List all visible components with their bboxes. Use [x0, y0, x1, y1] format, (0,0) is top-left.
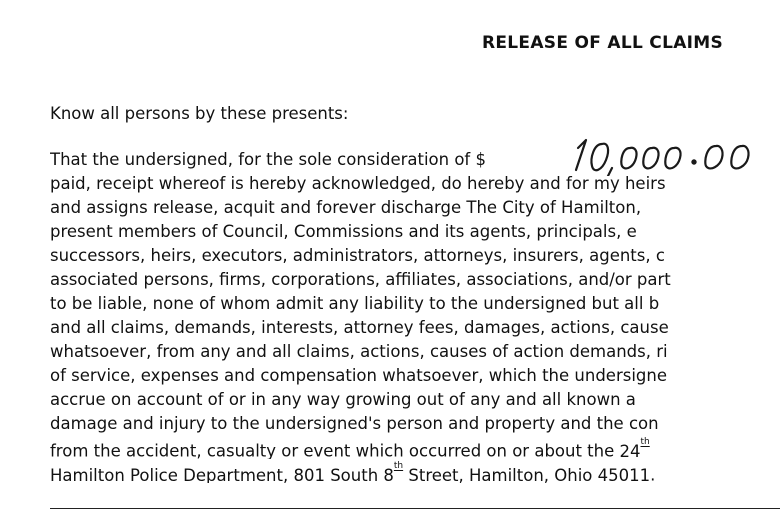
body-line-12: damage and injury to the undersigned's person and property and the con [50, 414, 659, 433]
body-line-2: paid, receipt whereof is hereby acknowledged, do hereby and for my heirs [50, 174, 666, 193]
body-line-7: to be liable, none of whom admit any liability to the undersigned but all b [50, 294, 660, 313]
signature-rule [50, 508, 780, 509]
body-line-9: whatsoever, from any and all claims, actions, causes of action demands, ri [50, 342, 668, 361]
location-period: . [650, 465, 656, 483]
date-ordinal: th [640, 437, 650, 447]
body-line-13 [50, 437, 780, 459]
body-line-6: associated persons, firms, corporations, affiliates, associations, and/or part [50, 270, 671, 289]
body-line-10: of service, expenses and compensation whatsoever, which the undersigne [50, 366, 667, 385]
location-address-end: Street, Hamilton, Ohio 45011 [403, 465, 651, 483]
body-line-13-text: from the accident, casualty or event which occurred on or about the [50, 441, 615, 459]
date-field [619, 437, 650, 460]
handwritten-amount [564, 136, 780, 176]
body-line-8: and all claims, demands, interests, attorney fees, damages, actions, cause [50, 318, 669, 337]
body-line-4: present members of Council, Commissions and its agents, principals, e [50, 222, 637, 241]
salutation: Know all persons by these presents: [50, 104, 349, 123]
body-line-11: accrue on account of or in any way growing out of any and all known a [50, 390, 636, 409]
body-line-1-text: That the undersigned, for the sole consideration of $ [50, 150, 486, 169]
document-title: RELEASE OF ALL CLAIMS [482, 33, 724, 53]
body-line-5: successors, heirs, executors, administrators, attorneys, insurers, agents, c [50, 246, 665, 265]
location-address-start: Hamilton Police Department, 801 South 8 [50, 465, 394, 483]
location-ordinal: th [393, 461, 404, 471]
body-line-14 [50, 461, 780, 483]
location-field [50, 461, 651, 484]
date-day: 24 [619, 441, 641, 459]
body-line-3: and assigns release, acquit and forever discharge The City of Hamilton, [50, 198, 642, 217]
